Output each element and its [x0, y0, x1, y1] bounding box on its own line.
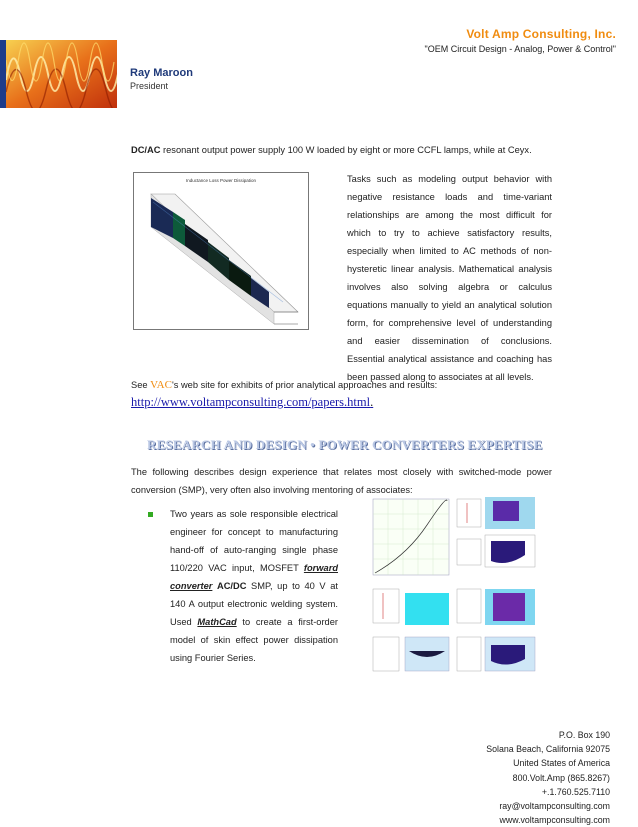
power-dissipation-figure: [133, 172, 309, 330]
bullet-text-part2: SMP, up to 40 V at 140 A output electronic welding system. Used: [170, 581, 338, 627]
papers-link[interactable]: http://www.voltampconsulting.com/papers.html: [131, 395, 371, 409]
bullet-text-part3: to create a first-order model of skin effect power dissipation using Fourier Series.: [170, 617, 338, 663]
person-name: Ray Maroon: [130, 67, 193, 79]
see-suffix: 's web site for exhibits of prior analytical approaches and results:: [171, 380, 438, 390]
footer-website[interactable]: www.voltampconsulting.com: [499, 815, 610, 826]
company-name: Volt Amp Consulting, Inc.: [466, 27, 616, 41]
contact-footer: [486, 728, 610, 827]
forward-converter-term: forward converter: [170, 563, 338, 591]
company-tagline: "OEM Circuit Design - Analog, Power & Control": [424, 44, 616, 54]
bullet-text-part1: Two years as sole responsible electrical engineer for concept to manufacturing hand-off of auto-ranging single phase 110/220 VAC input, MOSFET: [170, 509, 338, 573]
waveform-banner-image: [6, 40, 117, 108]
bullet-marker: [148, 512, 153, 517]
footer-phone: +.1.760.525.7110: [541, 786, 610, 797]
analysis-paragraph: Tasks such as modeling output behavior with negative resistance loads and time-variant relationships are among the most difficult for which to try to achieve satisfactory results, especially when limited to AC methods of non-hysteretic linear analysis. Mathematical analysis involves also solving algebra or calculus equations manually to yield an analytical solution form, for comprehensive level of understanding and easier dissemination of conclusions. Essential analytical assistance and coaching has been passed along to associates at all levels.: [347, 174, 552, 382]
figure-title: Inductance Loss Power Dissipation: [185, 178, 257, 183]
see-prefix: See: [131, 380, 151, 390]
intro-text: resonant output power supply 100 W loaded by eight or more CCFL lamps, while at Ceyx.: [160, 145, 532, 155]
footer-city: Solana Beach, California 92075: [486, 744, 610, 755]
dcac-term: DC/AC: [131, 145, 161, 155]
description-paragraph: The following describes design experience that relates most closely with switched-mode power conversion (SMP), very often also involving mentoring of associates:: [131, 467, 552, 495]
footer-po-box: P.O. Box 190: [558, 730, 610, 740]
link-period: .: [370, 395, 374, 409]
intro-paragraph: [131, 141, 552, 159]
bullet-item: [170, 505, 338, 667]
plots-mosaic-image: [367, 495, 540, 677]
papers-link-line: [131, 395, 373, 410]
footer-country: United States of America: [513, 758, 610, 769]
person-title: President: [130, 81, 169, 91]
footer-email[interactable]: ray@voltampconsulting.com: [499, 801, 610, 812]
section-heading: RESEARCH AND DESIGN • POWER CONVERTERS EXPERTISE: [147, 437, 543, 452]
acdc-term: AC/DC: [216, 581, 247, 591]
footer-phone-tollfree: 800.Volt.Amp (865.8267): [512, 772, 610, 783]
see-website-line: [131, 379, 437, 391]
vac-brand: VAC: [150, 379, 172, 391]
mathcad-term: MathCad: [197, 617, 237, 627]
